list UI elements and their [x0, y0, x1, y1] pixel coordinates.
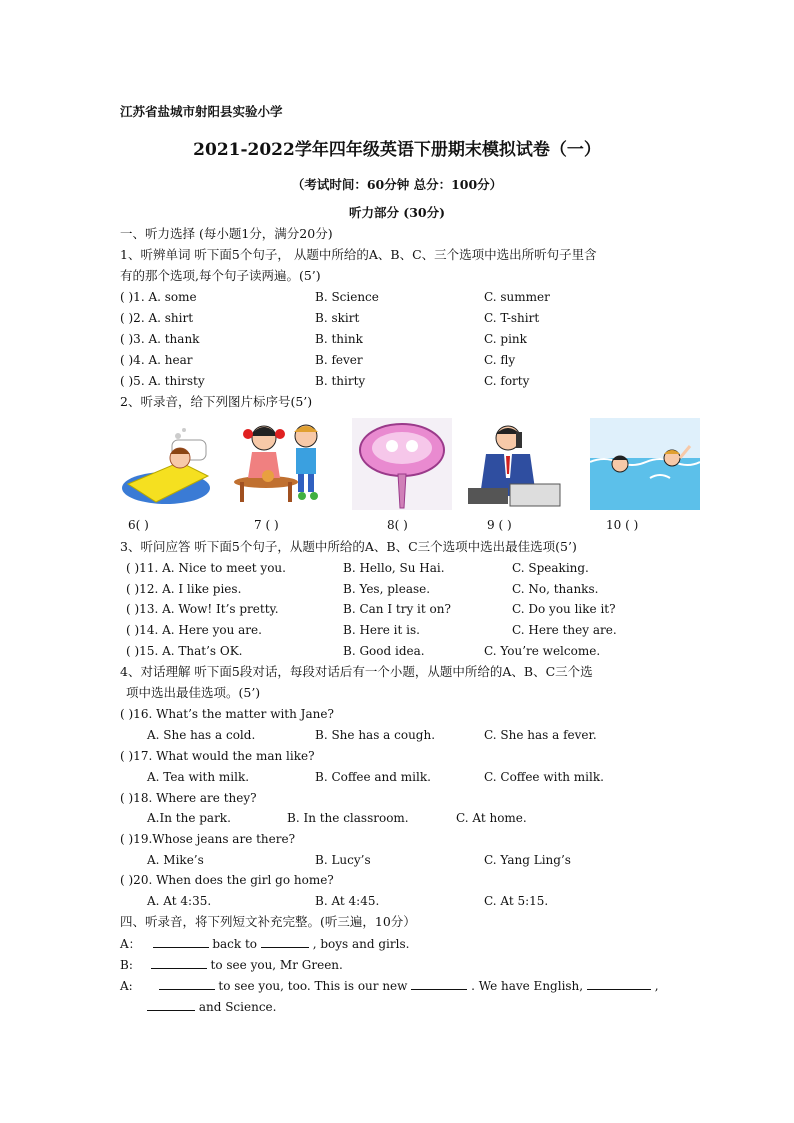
section4-heading: 四、听录音，将下列短文补充完整。(听三遍，10分）	[120, 914, 416, 929]
q4-question: ( )20. When does the girl go home?	[120, 873, 334, 887]
exam-info: （考试时间：60分钟 总分：100分）	[291, 177, 503, 192]
q4-instruction: 4、对话理解 听下面5段对话，每段对话后有一个小题，从题中所给的A、B、C三个选	[120, 664, 593, 679]
q4-option-c: C. Coffee with milk.	[484, 770, 604, 784]
q4-option-c: C. She has a fever.	[484, 728, 597, 742]
q1-option-b: B. Science	[315, 290, 379, 304]
q1-option-b: B. think	[315, 332, 363, 346]
q1-option-c: C. pink	[484, 332, 527, 346]
q3-option-b: B. Good idea.	[343, 644, 425, 658]
q3-option-c: C. Do you like it?	[512, 602, 616, 616]
q3-option-b: B. Here it is.	[343, 623, 420, 637]
q4-option-a: A. Tea with milk.	[147, 770, 250, 784]
q1-item-num: ( )3. A. thank	[120, 332, 200, 346]
picture-label-8: 8( )	[387, 518, 408, 532]
q3-item-num: ( )14. A. Here you are.	[126, 623, 262, 637]
q3-item-num: ( )12. A. I like pies.	[126, 582, 242, 596]
q4-question: ( )17. What would the man like?	[120, 749, 315, 763]
fill-blank[interactable]	[587, 977, 651, 990]
q1-option-c: C. forty	[484, 374, 530, 388]
q4-option-a: A.In the park.	[147, 811, 231, 825]
q4-option-c: C. At 5:15.	[484, 894, 549, 908]
q1-option-b: B. skirt	[315, 311, 360, 325]
dialog-line-4	[147, 998, 276, 1015]
fill-blank[interactable]	[153, 935, 209, 948]
dialog-text: back to	[212, 937, 258, 951]
q4-option-c: C. Yang Ling’s	[484, 853, 571, 867]
dialog-line-3	[120, 977, 659, 994]
q4-option-a: A. She has a cold.	[147, 728, 256, 742]
q1-option-c: C. fly	[484, 353, 516, 367]
q3-option-c: C. Here they are.	[512, 623, 617, 637]
exam-title: 2021-2022学年四年级英语下册期末模拟试卷（一）	[193, 140, 601, 160]
dialog-line-1	[120, 935, 409, 952]
fill-blank[interactable]	[147, 998, 195, 1011]
q4-instruction-cont: 项中选出最佳选项。(5’)	[126, 685, 261, 700]
q1-item-num: ( )2. A. shirt	[120, 311, 194, 325]
q1-option-b: B. fever	[315, 353, 363, 367]
picture-label-6: 6( )	[128, 518, 149, 532]
q3-option-b: B. Hello, Su Hai.	[343, 561, 445, 575]
q3-option-b: B. Can I try it on?	[343, 602, 451, 616]
q1-item-num: ( )5. A. thirsty	[120, 374, 205, 388]
speaker-label: B:	[120, 958, 133, 972]
q4-option-b: B. At 4:45.	[315, 894, 380, 908]
dialog-line-2	[120, 956, 343, 973]
q3-instruction: 3、听问应答 听下面5个句子，从题中所给的A、B、C三个选项中选出最佳选项(5’)	[120, 539, 577, 554]
picture-label-10: 10 ( )	[606, 518, 639, 532]
dialog-text: , boys and girls.	[312, 937, 410, 951]
man-on-phone-picture	[464, 418, 564, 510]
picture-label-7: 7 ( )	[254, 518, 279, 532]
fill-blank[interactable]	[151, 956, 207, 969]
q4-option-a: A. Mike’s	[147, 853, 204, 867]
q1-option-b: B. thirty	[315, 374, 366, 388]
q1-item-num: ( )4. A. hear	[120, 353, 193, 367]
q2-instruction: 2、听录音，给下列图片标序号(5’)	[120, 394, 313, 409]
q3-item-num: ( )13. A. Wow! It’s pretty.	[126, 602, 279, 616]
q3-option-c: C. Speaking.	[512, 561, 589, 575]
picture-label-9: 9 ( )	[487, 518, 512, 532]
q1-instruction: 1、听辨单词 听下面5个句子， 从题中所给的A、B、C、三个选项中选出所听句子里含	[120, 247, 597, 262]
dialog-text: and Science.	[198, 1000, 277, 1014]
q1-item-num: ( )1. A. some	[120, 290, 197, 304]
q4-question: ( )19.Whose jeans are there?	[120, 832, 296, 846]
fill-blank[interactable]	[411, 977, 467, 990]
dialog-text: ,	[654, 979, 659, 993]
q4-option-b: B. She has a cough.	[315, 728, 436, 742]
q1-option-c: C. T-shirt	[484, 311, 540, 325]
q4-option-b: B. Coffee and milk.	[315, 770, 431, 784]
dialog-text: to see you, too. This is our new	[218, 979, 408, 993]
q3-item-num: ( )15. A. That’s OK.	[126, 644, 243, 658]
q1-instruction-cont: 有的那个选项,每个句子读两遍。(5’)	[120, 268, 321, 283]
speaker-label: A：	[120, 937, 141, 951]
school-name: 江苏省盐城市射阳县实验小学	[120, 104, 283, 119]
q4-option-c: C. At home.	[456, 811, 527, 825]
dialog-text: to see you, Mr Green.	[210, 958, 343, 972]
q4-option-b: B. In the classroom.	[287, 811, 409, 825]
fill-blank[interactable]	[159, 977, 215, 990]
children-eating-picture	[228, 418, 328, 510]
speaker-label: A:	[120, 979, 133, 993]
swimming-picture	[590, 418, 700, 510]
hand-fan-picture	[352, 418, 452, 510]
part-heading: 听力部分 (30分)	[348, 205, 446, 220]
q4-option-b: B. Lucy’s	[315, 853, 371, 867]
section1-heading: 一、听力选择 (每小题1分，满分20分)	[120, 226, 333, 241]
q4-question: ( )18. Where are they?	[120, 791, 257, 805]
q1-option-c: C. summer	[484, 290, 550, 304]
fill-blank[interactable]	[261, 935, 309, 948]
q3-item-num: ( )11. A. Nice to meet you.	[126, 561, 286, 575]
q3-option-c: C. You’re welcome.	[484, 644, 601, 658]
q4-question: ( )16. What’s the matter with Jane?	[120, 707, 334, 721]
q3-option-b: B. Yes, please.	[343, 582, 431, 596]
dialog-text: . We have English,	[471, 979, 584, 993]
q4-option-a: A. At 4:35.	[147, 894, 212, 908]
sick-in-bed-picture	[120, 418, 212, 510]
q3-option-c: C. No, thanks.	[512, 582, 599, 596]
